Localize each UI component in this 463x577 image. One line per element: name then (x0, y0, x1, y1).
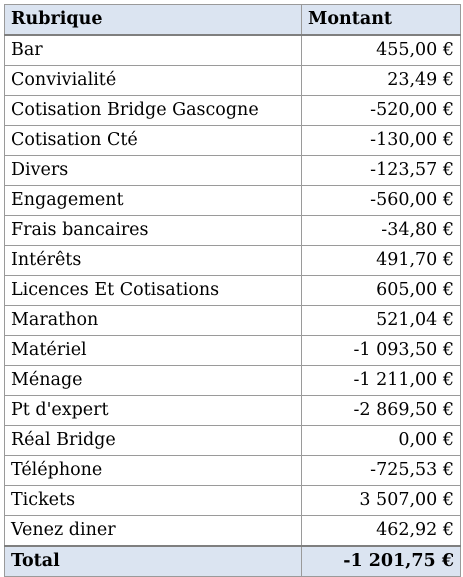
rubrique-cell: Téléphone (5, 456, 302, 486)
total-row (5, 546, 461, 577)
table-row (5, 486, 461, 516)
rubrique-cell: Convivialité (5, 66, 302, 96)
montant-cell: 521,04 € (302, 306, 461, 336)
header-rubrique: Rubrique (5, 5, 302, 36)
rubrique-cell: Engagement (5, 186, 302, 216)
montant-cell: -1 093,50 € (302, 336, 461, 366)
montant-cell: 23,49 € (302, 66, 461, 96)
rubrique-cell: Réal Bridge (5, 426, 302, 456)
rubrique-cell: Tickets (5, 486, 302, 516)
montant-cell: -123,57 € (302, 156, 461, 186)
budget-table (4, 4, 461, 577)
montant-cell: -725,53 € (302, 456, 461, 486)
montant-cell: 455,00 € (302, 35, 461, 66)
rubrique-cell: Bar (5, 35, 302, 66)
header-row (5, 5, 461, 36)
header-montant: Montant (302, 5, 461, 36)
table-row (5, 516, 461, 547)
rubrique-cell: Cotisation Bridge Gascogne (5, 96, 302, 126)
table-row (5, 306, 461, 336)
rubrique-cell: Matériel (5, 336, 302, 366)
table-row (5, 276, 461, 306)
rubrique-cell: Cotisation Cté (5, 126, 302, 156)
table-row (5, 396, 461, 426)
rubrique-cell: Frais bancaires (5, 216, 302, 246)
table-row (5, 96, 461, 126)
montant-cell: 3 507,00 € (302, 486, 461, 516)
table-row (5, 336, 461, 366)
total-label: Total (5, 546, 302, 577)
montant-cell: 491,70 € (302, 246, 461, 276)
rubrique-cell: Licences Et Cotisations (5, 276, 302, 306)
table-row (5, 186, 461, 216)
table-row (5, 156, 461, 186)
total-amount: -1 201,75 € (302, 546, 461, 577)
table-body (5, 35, 461, 546)
montant-cell: -1 211,00 € (302, 366, 461, 396)
rubrique-cell: Venez diner (5, 516, 302, 547)
table-header (5, 5, 461, 36)
table-row (5, 426, 461, 456)
montant-cell: 462,92 € (302, 516, 461, 547)
table-footer (5, 546, 461, 577)
table-row (5, 366, 461, 396)
table-row (5, 66, 461, 96)
montant-cell: -520,00 € (302, 96, 461, 126)
table-row (5, 246, 461, 276)
rubrique-cell: Marathon (5, 306, 302, 336)
rubrique-cell: Ménage (5, 366, 302, 396)
rubrique-cell: Pt d'expert (5, 396, 302, 426)
montant-cell: -2 869,50 € (302, 396, 461, 426)
montant-cell: -34,80 € (302, 216, 461, 246)
table-row (5, 35, 461, 66)
table-row (5, 456, 461, 486)
montant-cell: 605,00 € (302, 276, 461, 306)
table-row (5, 126, 461, 156)
montant-cell: -560,00 € (302, 186, 461, 216)
montant-cell: -130,00 € (302, 126, 461, 156)
montant-cell: 0,00 € (302, 426, 461, 456)
rubrique-cell: Divers (5, 156, 302, 186)
table-row (5, 216, 461, 246)
rubrique-cell: Intérêts (5, 246, 302, 276)
